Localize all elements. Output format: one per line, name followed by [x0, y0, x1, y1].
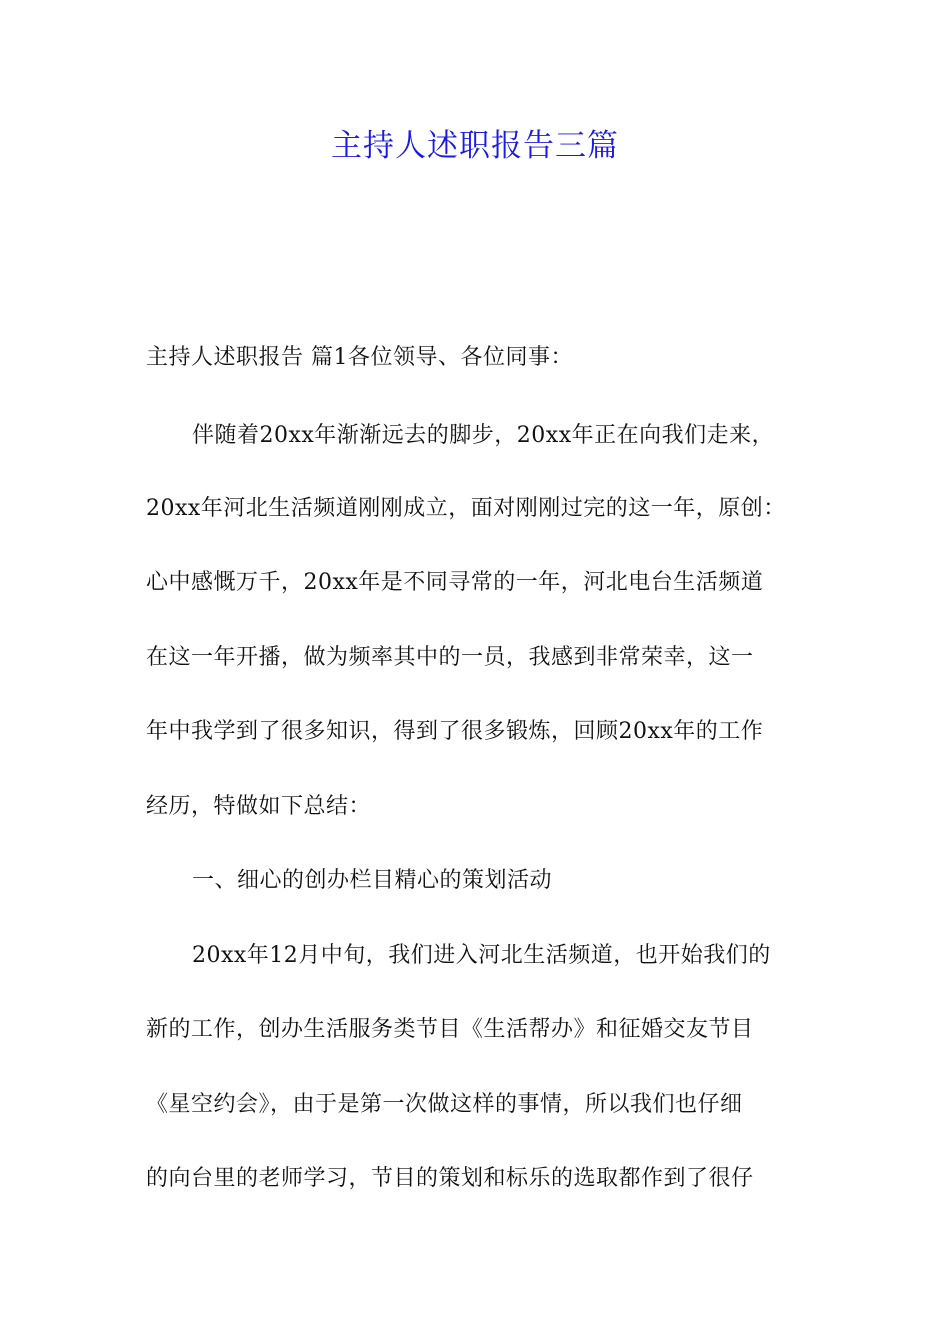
section-heading: 一、细心的创办栏目精心的策划活动: [192, 868, 553, 893]
paragraph-line: 心中感慨万千，20xx年是不同寻常的一年，河北电台生活频道: [146, 570, 764, 595]
paragraph-line-heading: 主持人述职报告 篇1各位领导、各位同事：: [146, 345, 573, 370]
paragraph-line: 20xx年河北生活频道刚刚成立，面对刚刚过完的这一年，原创：: [146, 496, 786, 521]
paragraph-line: 20xx年12月中旬，我们进入河北生活频道，也开始我们的: [192, 943, 771, 968]
paragraph-line: 新的工作，创办生活服务类节目《生活帮办》和征婚交友节目: [146, 1017, 754, 1042]
paragraph-line: 经历，特做如下总结：: [146, 794, 372, 819]
paragraph-line: 年中我学到了很多知识，得到了很多锻炼，回顾20xx年的工作: [146, 719, 764, 744]
paragraph-line: 在这一年开播，做为频率其中的一员，我感到非常荣幸，这一: [146, 645, 754, 670]
paragraph-line: 的向台里的老师学习，节目的策划和标乐的选取都作到了很仔: [146, 1166, 754, 1191]
paragraph-line: 伴随着20xx年渐渐远去的脚步，20xx年正在向我们走来，: [192, 423, 775, 448]
paragraph-line: 《星空约会》，由于是第一次做这样的事情，所以我们也仔细: [146, 1092, 743, 1117]
document-title: 主持人述职报告三篇: [331, 128, 619, 164]
